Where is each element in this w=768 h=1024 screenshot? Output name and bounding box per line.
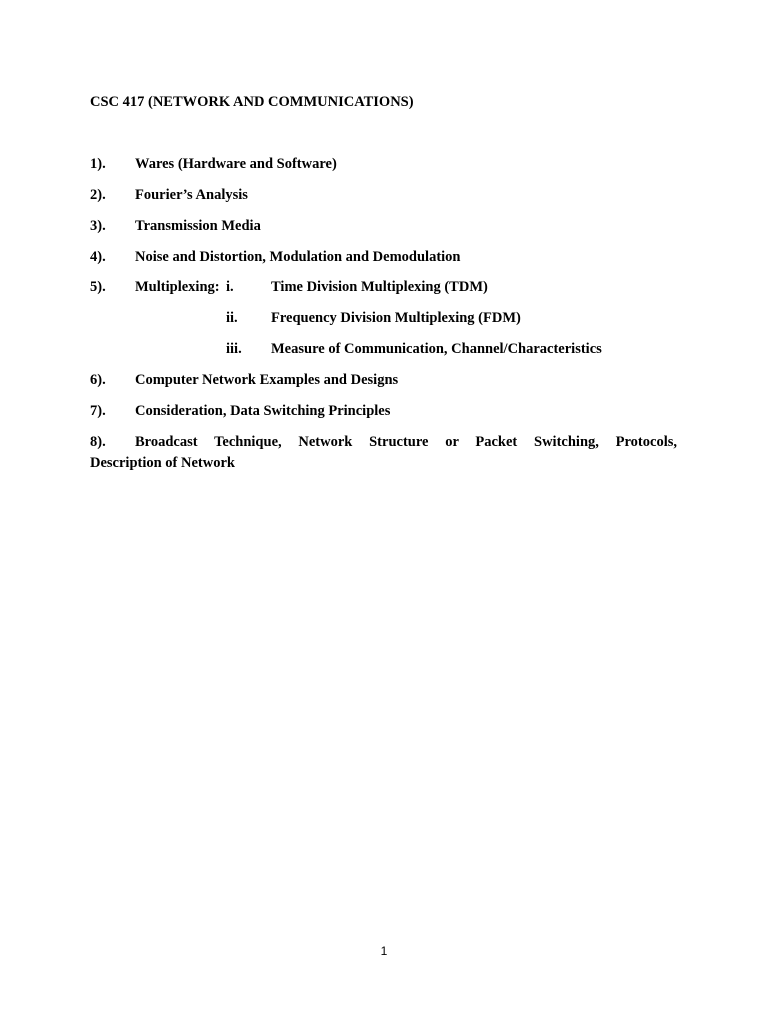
list-item-8 bbox=[90, 432, 677, 474]
subitem-roman: ii. bbox=[226, 310, 238, 326]
item-text: Multiplexing: bbox=[135, 279, 220, 295]
item-text-line-2: Description of Network bbox=[90, 455, 235, 471]
item-number: 4). bbox=[90, 249, 106, 265]
item-number: 5). bbox=[90, 279, 106, 295]
subitem-text: Time Division Multiplexing (TDM) bbox=[271, 279, 488, 295]
item-8-first-line bbox=[90, 432, 677, 453]
item-text: Consideration, Data Switching Principles bbox=[135, 403, 391, 419]
subitem-roman: i. bbox=[226, 279, 234, 295]
item-text: Computer Network Examples and Designs bbox=[135, 372, 399, 388]
page-number: 1 bbox=[380, 944, 388, 958]
subitem-text: Measure of Communication, Channel/Characteristics bbox=[271, 341, 602, 357]
item-number: 6). bbox=[90, 372, 106, 388]
item-text-line-1: Broadcast Technique, Network Structure or Packet Switching, Protocols, bbox=[135, 434, 677, 450]
item-number: 8). bbox=[90, 434, 106, 450]
item-text: Noise and Distortion, Modulation and Demodulation bbox=[135, 249, 461, 265]
item-text: Wares (Hardware and Software) bbox=[135, 156, 337, 172]
document-title: CSC 417 (NETWORK AND COMMUNICATIONS) bbox=[90, 94, 414, 110]
item-text: Fourier’s Analysis bbox=[135, 187, 248, 203]
item-number: 3). bbox=[90, 218, 106, 234]
item-number: 1). bbox=[90, 156, 106, 172]
item-number: 7). bbox=[90, 403, 106, 419]
subitem-text: Frequency Division Multiplexing (FDM) bbox=[271, 310, 521, 326]
item-text: Transmission Media bbox=[135, 218, 261, 234]
item-number: 2). bbox=[90, 187, 106, 203]
subitem-roman: iii. bbox=[226, 341, 242, 357]
